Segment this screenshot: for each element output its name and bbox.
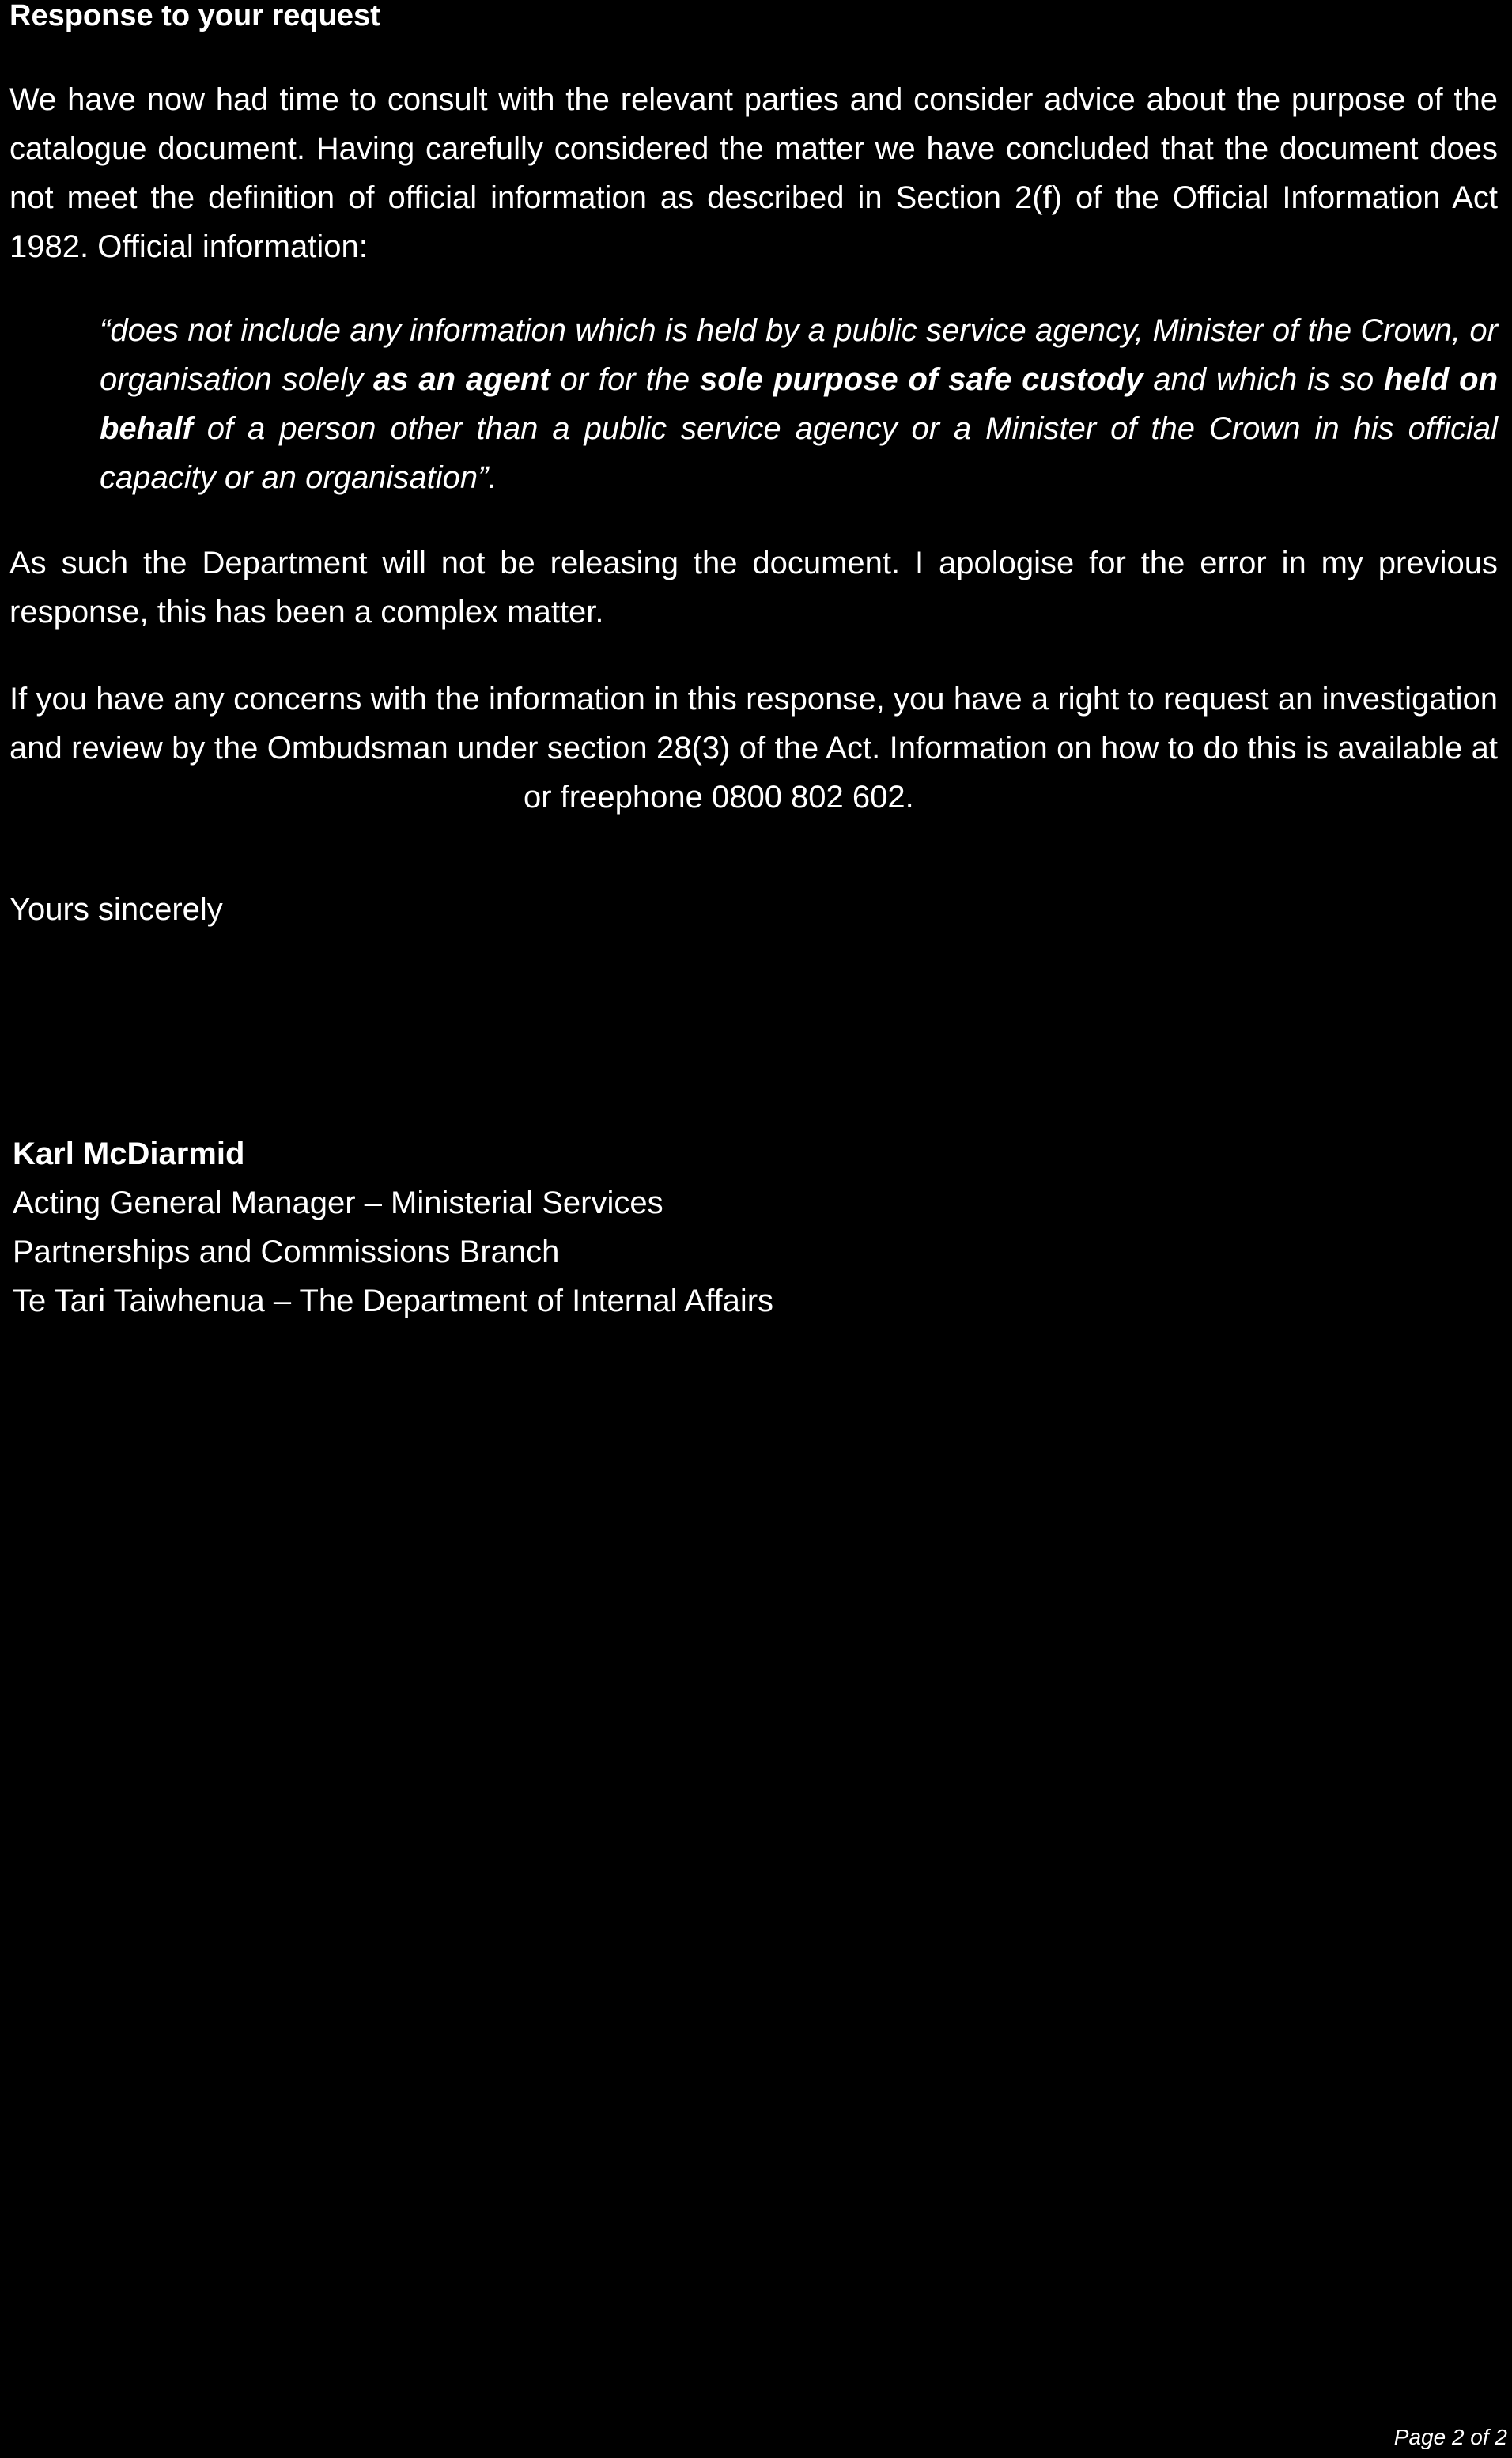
quote-bold-held-on-behalf: held on behalf [100, 362, 1499, 446]
quote-text-3: and which is so [1143, 362, 1385, 397]
paragraph-ombudsman [9, 675, 1498, 822]
signatory-title: Acting General Manager – Ministerial Services [13, 1186, 663, 1220]
paragraph-consultation: We have now had time to consult with the relevant parties and consider advice about the purpose of the catalogue document. Having carefully considered the matter we have concluded that the document does not meet the definition of official information as described in Section 2(f) of the Official Information Act 1982. Official information: [9, 82, 1498, 264]
quoted-definition [100, 306, 1498, 502]
quote-bold-agent: as an agent [372, 362, 550, 397]
signatory-branch: Partnerships and Commissions Branch [13, 1235, 560, 1269]
quote-text-4: of a person other than a public service agency or a Minister of the Crown in his official capacity or an organisation”. [100, 411, 1498, 495]
signature-block [13, 1129, 773, 1325]
quote-text-2: or for the [550, 362, 700, 397]
signatory-name: Karl McDiarmid [13, 1136, 245, 1171]
section-heading: Response to your request [9, 0, 380, 32]
paragraph-decision: As such the Department will not be releasing the document. I apologise for the error in my previous response, this has been a complex matter. [9, 546, 1498, 630]
page-number: Page 2 of 2 [1393, 2425, 1507, 2449]
closing-salutation: Yours sincerely [9, 892, 223, 927]
ombudsman-text-before: If you have any concerns with the information in this response, you have a right to request an investigation and review by the Ombudsman under section 28(3) of the Act. Information on how to do this is available at [9, 682, 1498, 766]
signatory-department: Te Tari Taiwhenua – The Department of Internal Affairs [13, 1284, 774, 1318]
quote-text-1: “does not include any information which is held by a public service agency, Minister of the Crown, or organisation solely [100, 313, 1498, 397]
quote-bold-safe-custody: sole purpose of safe custody [699, 362, 1143, 397]
ombudsman-text-after: or freephone 0800 802 602. [524, 780, 914, 815]
